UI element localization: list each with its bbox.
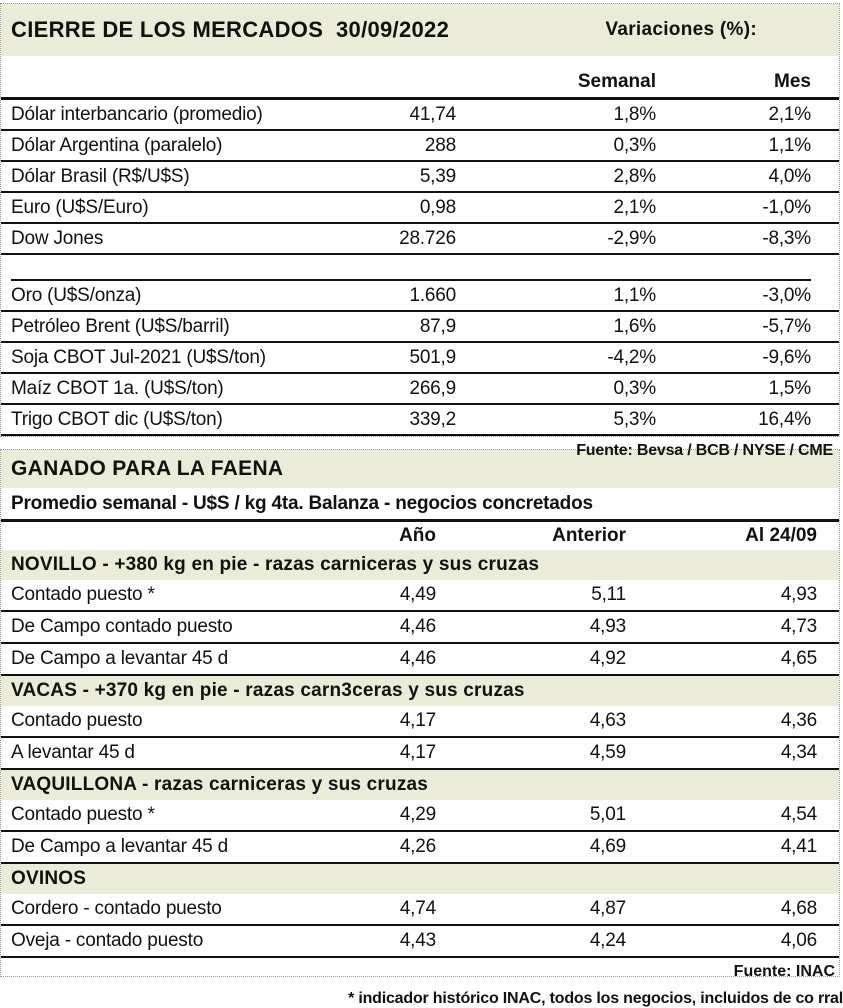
row-month: -1,0%	[762, 196, 811, 218]
row-previous: 4,87	[589, 898, 626, 919]
row-current: 4,36	[780, 710, 817, 731]
section-header-vacas: VACAS - +370 kg en pie - razas carn3ceras y sus cruzas	[1, 676, 839, 706]
markets-column-headers	[1, 56, 839, 100]
row-weekly: 1,8%	[613, 103, 656, 125]
row-label: Dow Jones	[11, 227, 104, 249]
row-value: 501,9	[409, 346, 456, 368]
table-row	[1, 832, 839, 864]
row-month: 2,1%	[768, 103, 811, 125]
row-label: Contado puesto *	[11, 584, 155, 605]
row-label: Dólar Brasil (R$/U$S)	[11, 165, 190, 187]
row-value: 87,9	[419, 315, 456, 337]
table-row	[1, 162, 839, 193]
row-previous: 4,59	[589, 742, 626, 763]
row-label: Maíz CBOT 1a. (U$S/ton)	[11, 377, 224, 399]
column-header-mes: Mes	[774, 71, 811, 92]
row-current: 4,93	[780, 584, 817, 605]
markets-panel	[0, 3, 840, 459]
markets-title: CIERRE DE LOS MERCADOS 30/09/2022	[11, 17, 450, 42]
row-label: De Campo contado puesto	[11, 616, 233, 637]
row-month: -8,3%	[762, 227, 811, 249]
section-header-novillo: NOVILLO - +380 kg en pie - razas carniceras y sus cruzas	[1, 550, 839, 580]
row-value: 41,74	[409, 103, 456, 125]
table-row	[1, 800, 839, 832]
table-row	[1, 706, 839, 738]
section-header-ovinos: OVINOS	[1, 864, 839, 894]
table-row	[1, 312, 839, 343]
table-row	[1, 343, 839, 374]
row-label: Petróleo Brent (U$S/barril)	[11, 315, 230, 337]
row-year: 4,17	[399, 742, 436, 763]
table-row	[1, 131, 839, 162]
row-label: A levantar 45 d	[11, 742, 135, 763]
row-month: -3,0%	[762, 284, 811, 306]
row-month: 1,5%	[768, 377, 811, 399]
row-previous: 4,63	[589, 710, 626, 731]
row-value: 1.660	[409, 284, 456, 306]
row-year: 4,49	[399, 584, 436, 605]
row-current: 4,65	[780, 648, 817, 669]
table-row	[1, 374, 839, 405]
row-weekly: 2,8%	[613, 165, 656, 187]
cattle-title: GANADO PARA LA FAENA	[11, 457, 284, 480]
row-label: Contado puesto *	[11, 804, 155, 825]
row-weekly: -2,9%	[607, 227, 656, 249]
column-header-al2409: Al 24/09	[745, 525, 817, 546]
cattle-panel	[0, 449, 843, 1007]
row-weekly: 0,3%	[613, 134, 656, 156]
row-weekly: 1,1%	[613, 284, 656, 306]
row-label: Dólar Argentina (paralelo)	[11, 134, 223, 156]
row-previous: 4,69	[589, 836, 626, 857]
row-month: 4,0%	[768, 165, 811, 187]
row-previous: 5,11	[591, 584, 626, 605]
row-label: Euro (U$S/Euro)	[11, 196, 149, 218]
row-year: 4,74	[399, 898, 436, 919]
row-year: 4,46	[399, 616, 436, 637]
row-label: Soja CBOT Jul-2021 (U$S/ton)	[11, 346, 266, 368]
table-row	[1, 644, 839, 676]
table-row	[1, 738, 839, 770]
table-row	[1, 612, 839, 644]
row-year: 4,43	[399, 930, 436, 951]
row-label: Trigo CBOT dic (U$S/ton)	[11, 408, 223, 430]
row-label: Oveja - contado puesto	[11, 930, 204, 951]
cattle-column-headers	[1, 522, 839, 550]
row-year: 4,29	[399, 804, 436, 825]
row-previous: 5,01	[589, 804, 626, 825]
row-current: 4,54	[780, 804, 817, 825]
row-label: Oro (U$S/onza)	[11, 284, 142, 306]
row-current: 4,06	[780, 930, 817, 951]
row-current: 4,34	[780, 742, 817, 763]
table-row	[1, 894, 839, 926]
variations-label: Variaciones (%):	[605, 19, 757, 40]
row-previous: 4,92	[589, 648, 626, 669]
column-header-anterior: Anterior	[552, 525, 626, 546]
row-current: 4,68	[780, 898, 817, 919]
row-previous: 4,24	[589, 930, 626, 951]
row-month: 1,1%	[768, 134, 811, 156]
row-value: 5,39	[419, 165, 456, 187]
row-value: 339,2	[409, 408, 456, 430]
markets-title-bar	[1, 4, 839, 56]
row-year: 4,46	[399, 648, 436, 669]
table-row	[1, 405, 839, 436]
row-weekly: -4,2%	[607, 346, 656, 368]
row-label: Dólar interbancario (promedio)	[11, 103, 263, 125]
markets-source: Fuente: Bevsa / BCB / NYSE / CME	[576, 442, 833, 459]
table-row	[1, 100, 839, 131]
section-header-vaquillona: VAQUILLONA - razas carniceras y sus cruzas	[1, 770, 839, 800]
row-label: Contado puesto	[11, 710, 143, 731]
row-previous: 4,93	[589, 616, 626, 637]
row-label: Cordero - contado puesto	[11, 898, 222, 919]
row-label: De Campo a levantar 45 d	[11, 648, 228, 669]
row-value: 266,9	[409, 377, 456, 399]
row-month: 16,4%	[758, 408, 811, 430]
row-label: De Campo a levantar 45 d	[11, 836, 228, 857]
column-header-semanal: Semanal	[577, 71, 656, 92]
table-row	[1, 193, 839, 224]
row-year: 4,17	[399, 710, 436, 731]
row-weekly: 1,6%	[613, 315, 656, 337]
table-row	[1, 926, 839, 958]
row-current: 4,73	[780, 616, 817, 637]
row-current: 4,41	[780, 836, 817, 857]
row-weekly: 5,3%	[613, 408, 656, 430]
row-value: 28.726	[399, 227, 456, 249]
cattle-subtitle: Promedio semanal - U$S / kg 4ta. Balanza - negocios concretados	[1, 488, 839, 522]
row-value: 288	[424, 134, 456, 156]
row-year: 4,26	[399, 836, 436, 857]
row-month: -5,7%	[762, 315, 811, 337]
table-row	[1, 580, 839, 612]
column-header-ano: Año	[399, 525, 436, 546]
table-row	[1, 224, 839, 255]
group-divider	[11, 255, 811, 281]
row-value: 0,98	[419, 196, 456, 218]
row-weekly: 2,1%	[613, 196, 656, 218]
cattle-source: Fuente: INAC	[733, 963, 835, 980]
table-row	[1, 281, 839, 312]
row-month: -9,6%	[762, 346, 811, 368]
row-weekly: 0,3%	[613, 377, 656, 399]
cattle-footnote: * indicador histórico INAC, todos los negocios, incluidos de co rral	[348, 990, 843, 1007]
